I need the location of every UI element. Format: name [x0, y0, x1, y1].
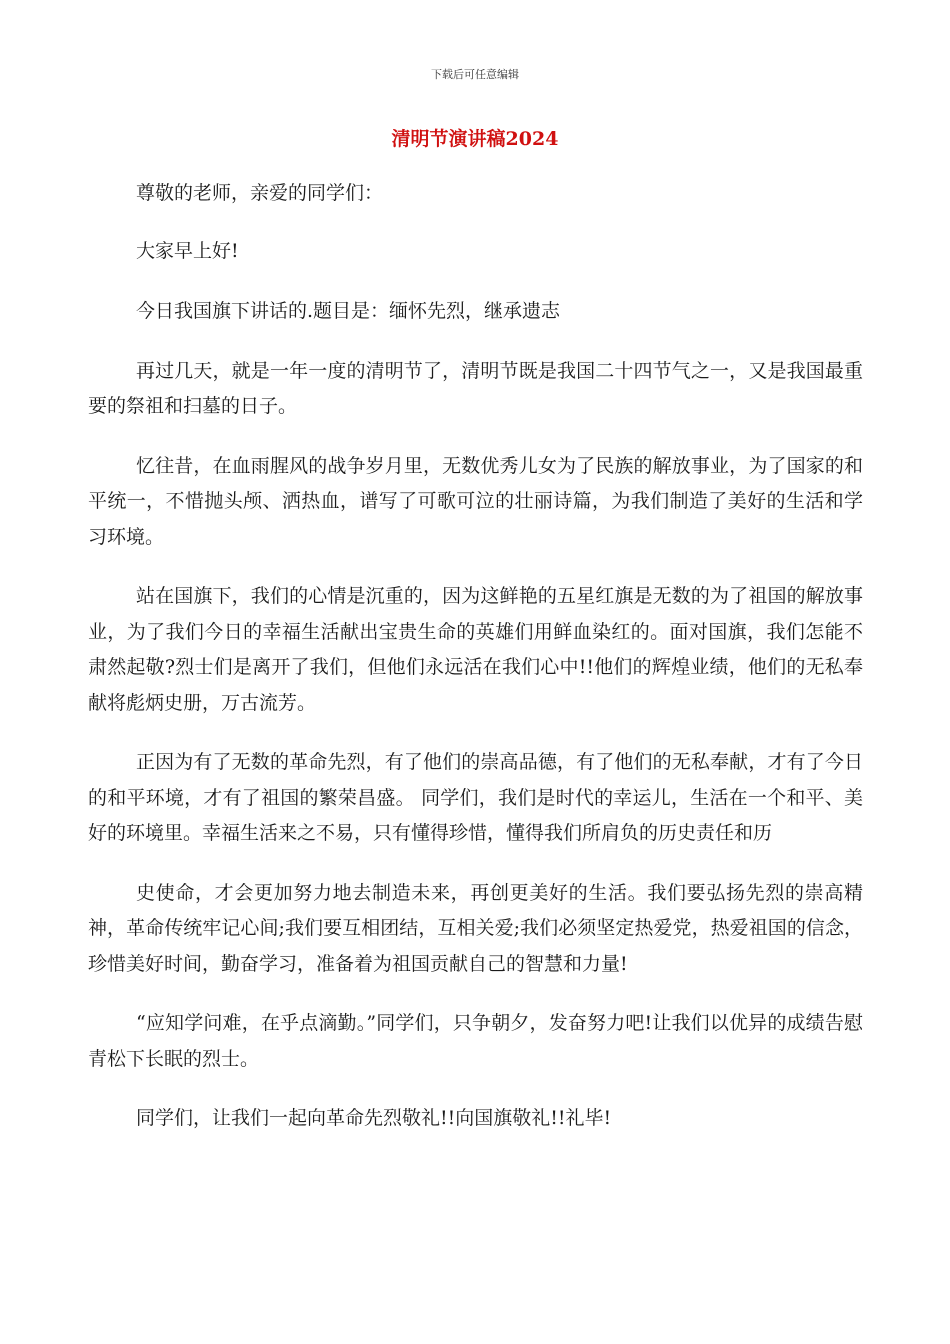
header-note: 下载后可任意编辑	[431, 68, 519, 81]
paragraph: 史使命，才会更加努力地去制造未来，再创更美好的生活。我们要弘扬先烈的崇高精神，革命传统牢记心间;我们要互相团结，互相关爱;我们必须坚定热爱党，热爱祖国的信念，珍惜美好时间，勤奋学习，准备着为祖国贡献自己的智慧和力量!	[88, 881, 863, 975]
paragraph: 站在国旗下，我们的心情是沉重的，因为这鲜艳的五星红旗是无数的为了祖国的解放事业，为了我们今日的幸福生活献出宝贵生命的英雄们用鲜血染红的。面对国旗，我们怎能不肃然起敬?烈士们是离开了我们，但他们永远活在我们心中!!他们的辉煌业绩，他们的无私奉献将彪炳史册，万古流芳。	[88, 585, 863, 714]
document-body	[88, 176, 863, 1137]
paragraph-greeting: 大家早上好!	[136, 239, 239, 262]
paragraph-salutation: 尊敬的老师，亲爱的同学们：	[136, 182, 384, 204]
paragraph-closing: 同学们，让我们一起向革命先烈敬礼!!向国旗敬礼!!礼毕!	[136, 1107, 612, 1129]
paragraph: “应知学问难，在乎点滴勤。”同学们，只争朝夕，发奋努力吧!让我们以优异的成绩告慰青松下长眠的烈士。	[88, 1012, 863, 1070]
paragraph: 忆往昔，在血雨腥风的战争岁月里，无数优秀儿女为了民族的解放事业，为了国家的和平统一，不惜抛头颅、洒热血，谱写了可歌可泣的壮丽诗篇，为我们制造了美好的生活和学习环境。	[88, 454, 863, 548]
paragraph: 正因为有了无数的革命先烈，有了他们的崇高品德，有了他们的无私奉献，才有了今日的和平环境，才有了祖国的繁荣昌盛。 同学们，我们是时代的幸运儿，生活在一个和平、美好的环境里。幸福生活来之不易，只有懂得珍惜，懂得我们所肩负的历史责任和历	[88, 751, 863, 844]
paragraph: 再过几天，就是一年一度的清明节了，清明节既是我国二十四节气之一，又是我国最重要的祭祖和扫墓的日子。	[88, 359, 863, 417]
document-title: 清明节演讲稿2024	[391, 128, 559, 150]
paragraph-topic: 今日我国旗下讲话的.题目是：缅怀先烈，继承遗志	[136, 300, 561, 322]
